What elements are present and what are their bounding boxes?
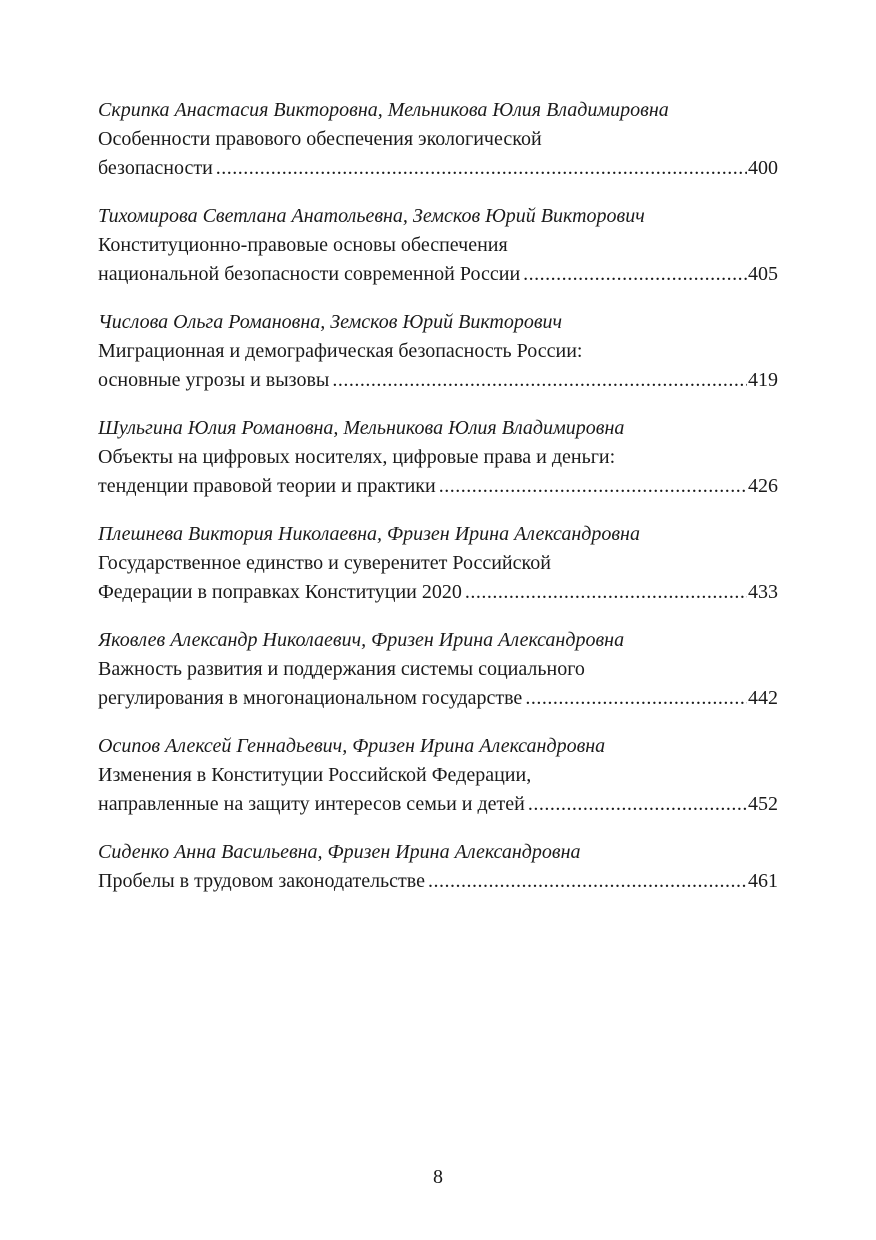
toc-entry-title-line: национальной безопасности современной России [98, 263, 521, 285]
toc-entry-title-line: Важность развития и поддержания системы социального [98, 658, 585, 680]
toc-entry-leader-line [98, 684, 778, 713]
toc-entry-page-number: 426 [748, 475, 778, 497]
toc-entry-title-line: Пробелы в трудовом законодательстве [98, 870, 425, 892]
toc-entry-title-line: основные угрозы и вызовы [98, 369, 330, 391]
toc-entry-title-line: направленные на защиту интересов семьи и детей [98, 793, 525, 815]
toc-entry [98, 202, 778, 289]
toc-entry-title-line: тенденции правовой теории и практики [98, 475, 436, 497]
toc-entry-page-number: 452 [748, 793, 778, 815]
toc-entry-leader-line [98, 867, 778, 896]
toc-entry-title-line: регулирования в многонациональном государстве [98, 687, 523, 709]
toc-entry [98, 732, 778, 819]
toc-entry-page-number: 400 [748, 157, 778, 179]
toc-entry-title-line: Конституционно-правовые основы обеспечения [98, 234, 508, 256]
toc-entry [98, 838, 778, 896]
toc-entry-page-number: 442 [748, 687, 778, 709]
dot-leader [525, 684, 747, 713]
page-number: 8 [433, 1166, 443, 1188]
toc-entry-leader-line [98, 790, 778, 819]
toc-entry [98, 414, 778, 501]
toc-entry [98, 520, 778, 607]
dot-leader [465, 578, 747, 607]
dot-leader [439, 472, 747, 501]
toc-entry-authors: Плешнева Виктория Николаевна, Фризен Ирина Александровна [98, 523, 640, 545]
toc-entry-page-number: 419 [748, 369, 778, 391]
dot-leader [428, 867, 747, 896]
toc-entry-leader-line [98, 472, 778, 501]
toc-entry-authors: Числова Ольга Романовна, Земсков Юрий Викторович [98, 311, 563, 333]
toc-entry-authors: Осипов Алексей Геннадьевич, Фризен Ирина Александровна [98, 735, 606, 757]
toc-entry-authors: Скрипка Анастасия Викторовна, Мельникова Юлия Владимировна [98, 99, 669, 121]
toc-entry-page-number: 461 [748, 870, 778, 892]
toc-entry-title-line: Объекты на цифровых носителях, цифровые права и деньги: [98, 446, 616, 468]
toc-entry-page-number: 405 [748, 263, 778, 285]
toc-entry [98, 626, 778, 713]
toc-entry [98, 308, 778, 395]
toc-entry-page-number: 433 [748, 581, 778, 603]
toc-entry-authors: Сиденко Анна Васильевна, Фризен Ирина Александровна [98, 841, 581, 863]
toc-entry-leader-line [98, 366, 778, 395]
toc-entry-leader-line [98, 578, 778, 607]
dot-leader [523, 260, 747, 289]
toc-entry-leader-line [98, 154, 778, 183]
toc-entry [98, 96, 778, 183]
toc-entry-title-line: Государственное единство и суверенитет Российской [98, 552, 551, 574]
toc-entry-authors: Яковлев Александр Николаевич, Фризен Ирина Александровна [98, 629, 625, 651]
dot-leader [216, 154, 747, 183]
toc-entry-authors: Тихомирова Светлана Анатольевна, Земсков Юрий Викторович [98, 205, 645, 227]
toc-entry-title-line: Изменения в Конституции Российской Федерации, [98, 764, 532, 786]
toc-entry-title-line: Миграционная и демографическая безопасность России: [98, 340, 583, 362]
dot-leader [528, 790, 747, 819]
toc-entry-title-line: Федерации в поправках Конституции 2020 [98, 581, 462, 603]
dot-leader [332, 366, 747, 395]
toc-entry-leader-line [98, 260, 778, 289]
table-of-contents [98, 96, 778, 915]
toc-entry-title-line: Особенности правового обеспечения экологической [98, 128, 542, 150]
toc-entry-title-line: безопасности [98, 157, 213, 179]
toc-entry-authors: Шульгина Юлия Романовна, Мельникова Юлия Владимировна [98, 417, 625, 439]
